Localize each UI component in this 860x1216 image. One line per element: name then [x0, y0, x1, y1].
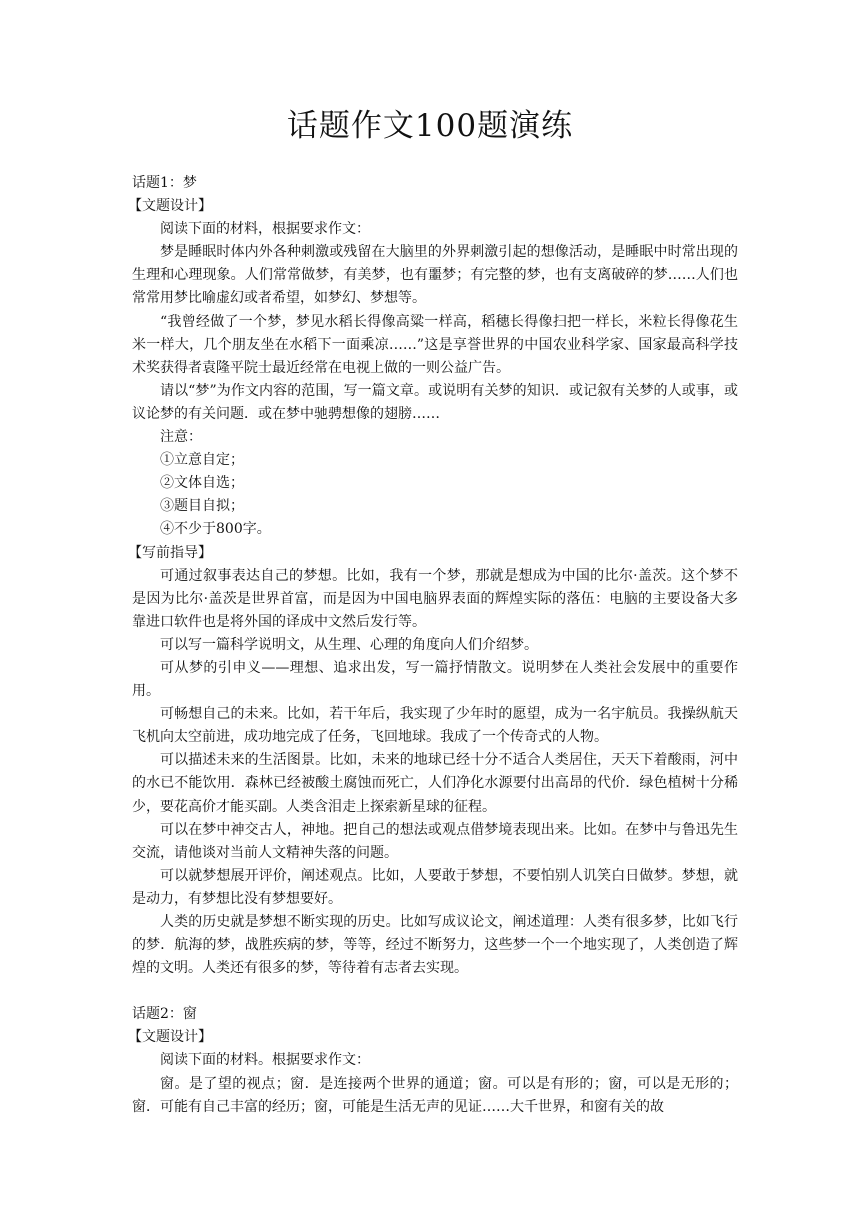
- topic-1-note-item: ③题目自拟；: [160, 498, 244, 515]
- topic-1-guide-paragraph: 可以就梦想展开评价，阐述观点。比如，人要敢于梦想，不要怕别人讥笑白日做梦。梦想，就是动力，有梦想比没有梦想要好。: [132, 867, 738, 907]
- topic-2-design-heading: 【文题设计】: [128, 1029, 212, 1046]
- topic-1-paragraph: 请以“梦”为作文内容的范围，写一篇文章。或说明有关梦的知识．或记叙有关梦的人或事，或议论梦的有关问题．或在梦中驰骋想像的翅膀……: [132, 382, 738, 422]
- topic-1-guide-paragraph: 可以在梦中神交古人，神地。把自己的想法或观点借梦境表现出来。比如。在梦中与鲁迅先生交流，请他谈对当前人文精神失落的问题。: [132, 821, 738, 861]
- topic-1-guide-paragraph: 可从梦的引申义——理想、追求出发，写一篇抒情散文。说明梦在人类社会发展中的重要作用。: [132, 659, 738, 700]
- topic-2-paragraph: 窗。是了望的视点；窗．是连接两个世界的通道；窗。可以是有形的；窗，可以是无形的；窗．可能有自己丰富的经历；窗，可能是生活无声的见证……大千世界，和窗有关的故: [132, 1075, 738, 1115]
- topic-1-notes-label: 注意：: [160, 429, 202, 446]
- topic-1-guide-paragraph: 人类的历史就是梦想不断实现的历史。比如写成议论文，阐述道理：人类有很多梦，比如飞行的梦．航海的梦，战胜疾病的梦，等等，经过不断努力，这些梦一个一个地实现了，人类创造了辉煌的文明。人类还有很多的梦，等待着有志者去实现。: [132, 914, 738, 977]
- topic-1-design-heading: 【文题设计】: [128, 198, 212, 215]
- topic-1-guide-paragraph: 可畅想自己的未来。比如，若干年后，我实现了少年时的愿望，成为一名宇航员。我操纵航天飞机向太空前进，成功地完成了任务，飞回地球。我成了一个传奇式的人物。: [132, 706, 738, 746]
- topic-1-paragraph: 梦是睡眠时体内外各种刺激或残留在大脑里的外界刺激引起的想像活动，是睡眠中时常出现的生理和心理现象。人们常常做梦，有美梦，也有噩梦；有完整的梦，也有支离破碎的梦……人们也常常用梦比喻虚幻或者希望，如梦幻、梦想等。: [132, 244, 738, 307]
- topic-1-instruction: 阅读下面的材料，根据要求作文：: [160, 221, 370, 238]
- document-title: 话题作文100题演练: [286, 108, 574, 144]
- topic-2-label: 话题2：窗: [132, 1006, 197, 1023]
- topic-1-label: 话题1：梦: [132, 175, 197, 191]
- document-body: [128, 172, 738, 1119]
- topic-1-guide-paragraph: 可以描述未来的生活图景。比如，未来的地球已经十分不适合人类居住，天天下着酸雨，河中的水已不能饮用．森林已经被酸土腐蚀而死亡，人们净化水源要付出高昂的代价．绿色植树十分稀少，要花高价才能买副。人类含泪走上探索新星球的征程。: [132, 752, 738, 815]
- topic-1-note-item: ②文体自选；: [160, 475, 244, 492]
- topic-1-note-item: ④不少于800字。: [160, 521, 271, 538]
- topic-1-guide-paragraph: 可通过叙事表达自己的梦想。比如，我有一个梦，那就是想成为中国的比尔·盖茨。这个梦不是因为比尔·盖茨是世界首富，而是因为中国电脑界表面的辉煌实际的落伍：电脑的主要设备大多靠进口软件也是将外国的译成中文然后发行等。: [132, 567, 738, 630]
- topic-1-note-item: ①立意自定；: [160, 452, 244, 469]
- topic-2-instruction: 阅读下面的材料。根据要求作文：: [160, 1052, 370, 1069]
- section-spacer: [132, 980, 738, 1003]
- topic-1-paragraph: “我曾经做了一个梦，梦见水稻长得像高粱一样高，稻穗长得像扫把一样长，米粒长得像花生米一样大，几个朋友坐在水稻下一面乘凉……”这是享誉世界的中国农业科学家、国家最高科学技术奖获得者袁隆平院士最近经常在电视上做的一则公益广告。: [132, 313, 738, 376]
- topic-1-guide-heading: 【写前指导】: [128, 544, 212, 561]
- topic-1-guide-paragraph: 可以写一篇科学说明文，从生理、心理的角度向人们介绍梦。: [160, 636, 538, 653]
